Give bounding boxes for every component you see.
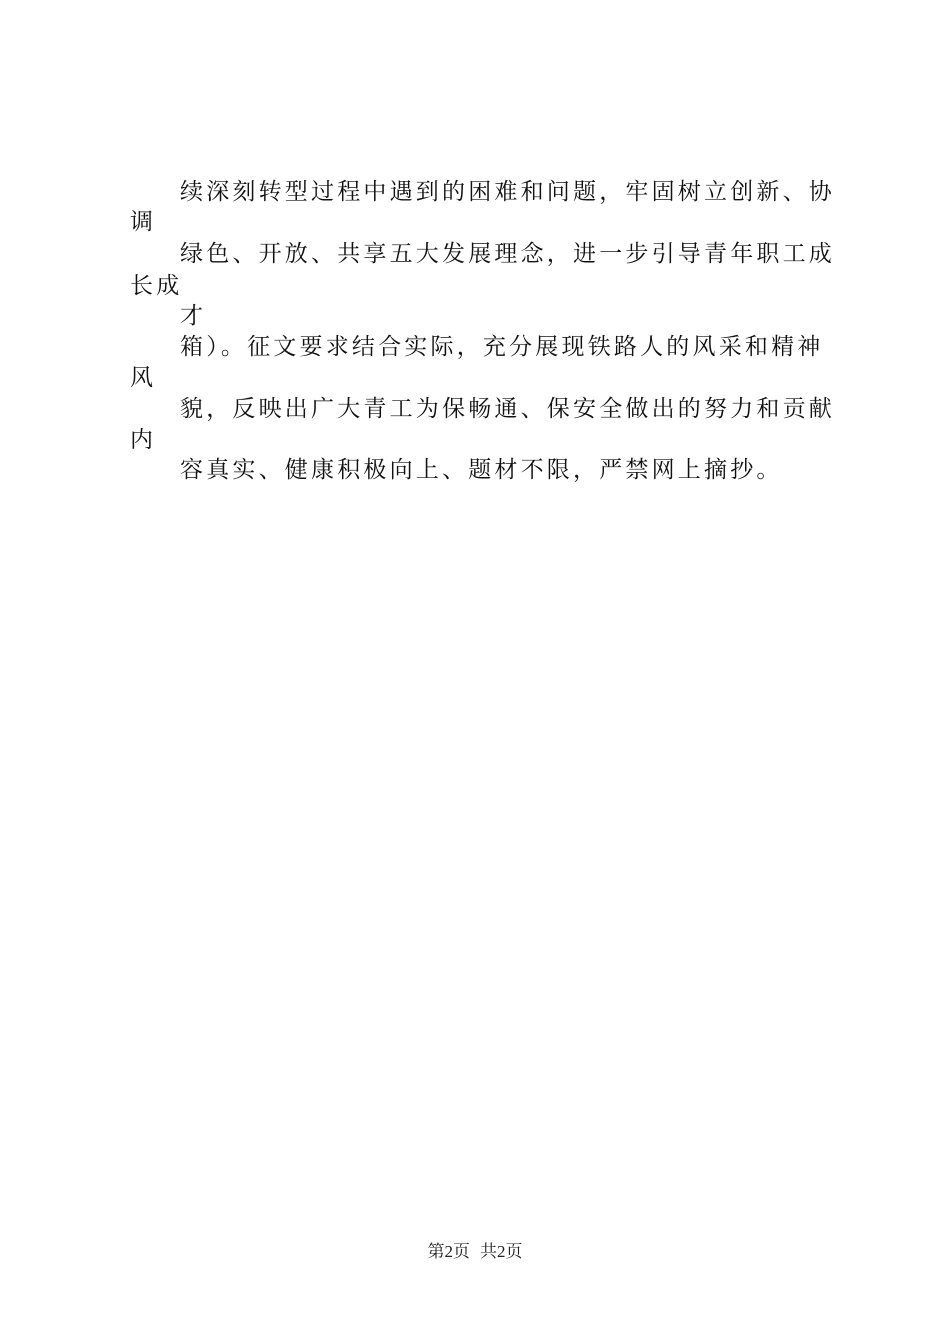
page-number-current: 第2页 xyxy=(427,1242,470,1261)
page-footer xyxy=(0,1241,950,1263)
body-line-2: 绿色、开放、共享五大发展理念，进一步引导青年职工成 xyxy=(180,241,835,267)
page-number-total: 共2页 xyxy=(480,1242,523,1261)
body-line-6: 容真实、健康积极向上、题材不限，严禁网上摘抄。 xyxy=(180,457,783,483)
body-line-3: 才 xyxy=(180,303,207,329)
body-line-4-wrap: 风 xyxy=(130,365,157,391)
body-line-4: 箱）。征文要求结合实际，充分展现铁路人的风采和精神 xyxy=(180,334,824,360)
body-line-2-wrap: 长成 xyxy=(130,273,183,299)
body-line-5: 貌，反映出广大青工为保畅通、保安全做出的努力和贡献 xyxy=(180,396,835,422)
body-line-1-wrap: 调 xyxy=(130,209,157,235)
body-line-5-wrap: 内 xyxy=(130,427,157,453)
body-line-1: 续深刻转型过程中遇到的困难和问题，牢固树立创新、协 xyxy=(180,179,835,205)
